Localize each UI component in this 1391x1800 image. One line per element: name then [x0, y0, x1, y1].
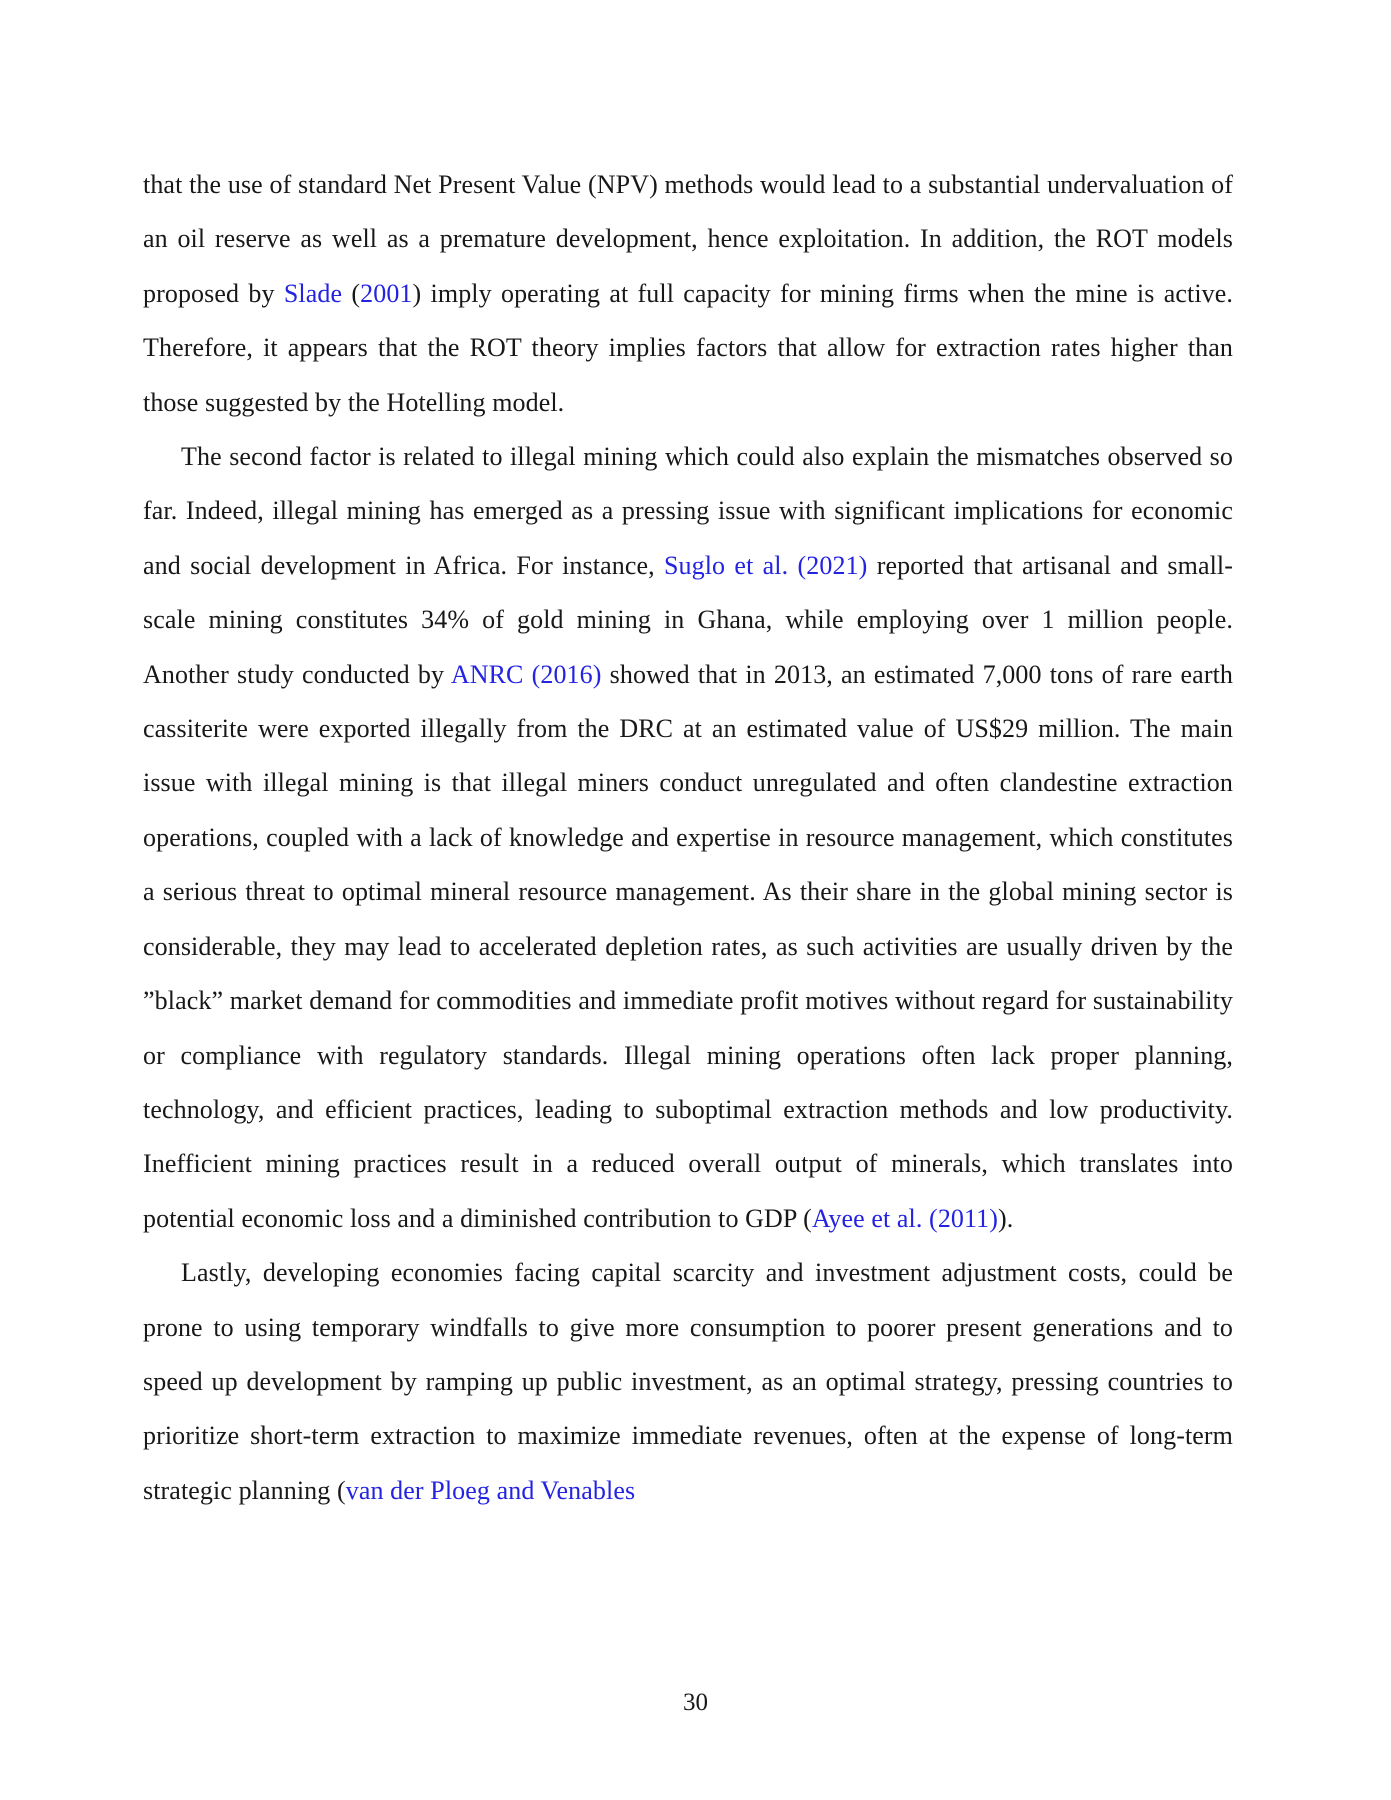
- citation-link[interactable]: ANRC: [450, 659, 524, 689]
- paragraph: [143, 1246, 1233, 1518]
- page-footer: [0, 1686, 1391, 1720]
- text-run: Lastly, developing economies facing capital scarcity and investment adjustment costs, could be prone to using temporary windfalls to give more consumption to poorer present generations and to speed up development by ramping up public investment, as an optimal strategy, pressing countries to prioritize short-term extraction to maximize immediate revenues, often at the expense of long-term strategic planning (: [143, 1258, 1233, 1505]
- text-run: [523, 660, 531, 689]
- text-run: The second factor is related to illegal mining which could also explain the mismatches observed so far. Indeed, illegal mining has emerged as a pressing issue with significant implications for economic and social development in Africa. For instance,: [143, 442, 1233, 580]
- citation-link[interactable]: Slade: [283, 278, 343, 308]
- text-run: ) imply operating at full capacity for mining firms when the mine is active. Therefore, it appears that the ROT theory implies factors that allow for extraction rates higher than those suggested by the Hotelling model.: [143, 278, 1233, 417]
- text-run: reported that artisanal and small-scale mining constitutes 34% of gold mining in Ghana, while employing over 1 million people. Another study conducted by: [143, 550, 1233, 689]
- citation-link[interactable]: Suglo et al.: [663, 550, 789, 580]
- text-run: (: [342, 278, 361, 308]
- paragraph: [143, 158, 1233, 430]
- citation-link[interactable]: (2016): [531, 659, 602, 689]
- citation-link[interactable]: van der Ploeg and Venables: [345, 1475, 636, 1505]
- text-run: ).: [998, 1203, 1014, 1233]
- text-run: that the use of standard Net Present Value (NPV) methods would lead to a substantial undervaluation of an oil reserve as well as a premature development, hence exploitation. In addition, the ROT models proposed by: [143, 170, 1233, 308]
- citation-link[interactable]: 2001: [360, 278, 413, 308]
- citation-link[interactable]: (2021): [797, 550, 868, 580]
- paragraph: [143, 430, 1233, 1246]
- text-run: showed that in 2013, an estimated 7,000 tons of rare earth cassiterite were exported illegally from the DRC at an estimated value of US$29 million. The main issue with illegal mining is that illegal miners conduct unregulated and often clandestine extraction operations, coupled with a lack of knowledge and expertise in resource management, which constitutes a serious threat to optimal mineral resource management. As their share in the global mining sector is considerable, they may lead to accelerated depletion rates, as such activities are usually driven by the ”black” market demand for commodities and immediate profit motives without regard for sustainability or compliance with regulatory standards. Illegal mining operations often lack proper planning, technology, and efficient practices, leading to suboptimal extraction methods and low productivity. Inefficient mining practices result in a reduced overall output of minerals, which translates into potential economic loss and a diminished contribution to GDP (: [143, 659, 1234, 1233]
- page-number: 30: [683, 1689, 708, 1716]
- text-run: [788, 551, 797, 580]
- citation-link[interactable]: Ayee et al. (2011): [811, 1203, 999, 1233]
- body-text: [143, 158, 1233, 1518]
